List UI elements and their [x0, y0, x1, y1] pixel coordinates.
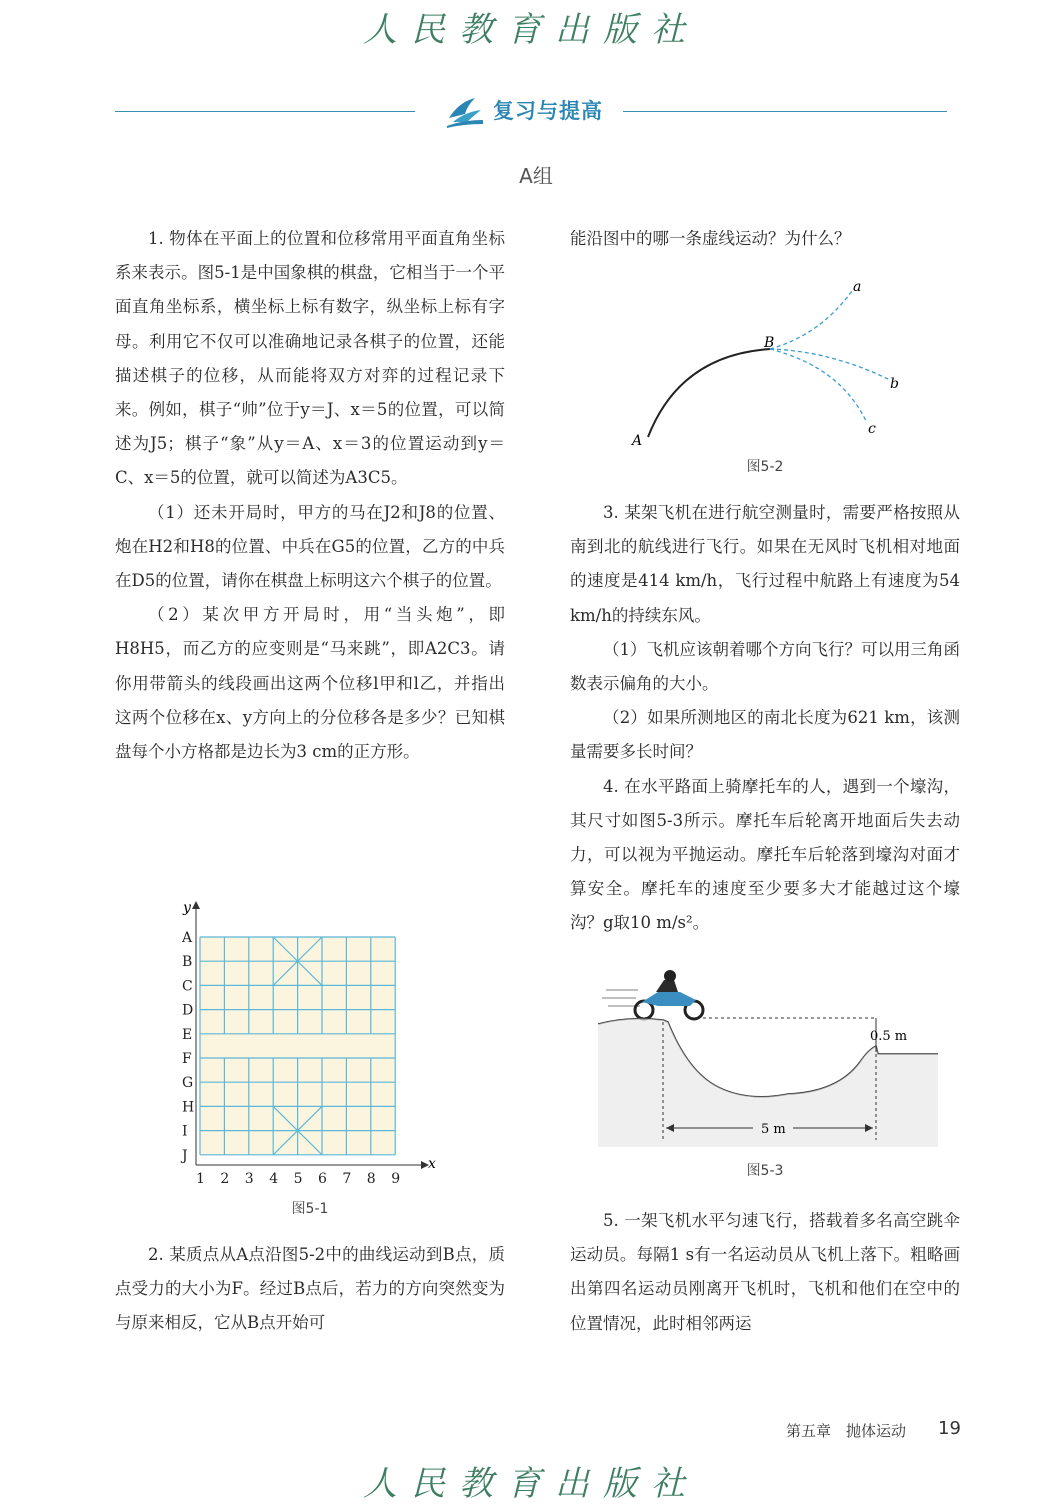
problem-1-text: 1. 物体在平面上的位置和位移常用平面直角坐标系来表示。图5-1是中国象棋的棋盘，它相当于一个平面直角坐标系，横坐标上标有数字，纵坐标上标有字母。利用它不仅可以准确地记录各棋子的位置，还能描述棋子的位移，从而能将双方对弈的过程记录下来。例如，棋子“帅”位于y＝J、x＝5的位置，可以简述为J5；棋子“象”从y＝A、x＝3的位置运动到y＝C、x＝5的位置，就可以简述为A3C5。: [115, 229, 505, 488]
section-title: 复习与提高: [493, 99, 603, 123]
section-header: [115, 92, 947, 132]
problem-3-text: 3. 某架飞机在进行航空测量时，需要严格按照从南到北的航线进行飞行。如果在无风时飞机相对地面的速度是414 km/h，飞行过程中航路上有速度为54 km/h的持续东风。: [570, 503, 960, 625]
row-label: I: [182, 1123, 188, 1140]
chapter-footer: 第五章 抛体运动: [786, 1422, 907, 1440]
path-b-label: b: [890, 376, 899, 392]
right-column-top: [570, 222, 960, 256]
path-a-label: a: [853, 279, 862, 295]
y-axis-label: y: [183, 900, 191, 916]
col-label: 9: [391, 1171, 401, 1185]
figure-5-1-caption: 图5-1: [291, 1201, 329, 1217]
header-rule-left: [115, 111, 415, 112]
figure-5-3-caption: 图5-3: [746, 1163, 784, 1179]
point-B-label: B: [764, 335, 775, 351]
speed-lines: [602, 990, 640, 1006]
col-label: 1: [196, 1171, 205, 1185]
row-label: D: [182, 1002, 194, 1019]
point-A-label: A: [632, 433, 643, 449]
right-column-bottom: [570, 1204, 960, 1341]
row-label: C: [182, 978, 193, 995]
row-labels: [180, 930, 194, 1164]
left-column-bottom: [115, 1238, 505, 1341]
problem-2-text: 2. 某质点从A点沿图5-2中的曲线运动到B点，质点受力的大小为F。经过B点后，若力的方向突然变为与原来相反，它从B点开始可: [115, 1245, 505, 1333]
problem-3-part-1: （1）飞机应该朝着哪个方向飞行？可以用三角函数表示偏角的大小。: [570, 639, 960, 694]
width-label: 5 m: [761, 1122, 786, 1137]
header-rule-right: [623, 111, 947, 112]
right-column-middle: [570, 496, 960, 941]
motorcycle-icon: [635, 970, 703, 1019]
height-label: 0.5 m: [870, 1029, 908, 1044]
x-axis-label: x: [428, 1156, 436, 1172]
row-label: E: [182, 1026, 193, 1043]
problem-2-continued: 能沿图中的哪一条虚线运动？为什么？: [570, 229, 851, 248]
col-labels: [196, 1171, 400, 1185]
problem-4-text: 4. 在水平路面上骑摩托车的人，遇到一个壕沟，其尺寸如图5-3所示。摩托车后轮离开地面后失去动力，可以视为平抛运动。摩托车后轮落到壕沟对面才算安全。摩托车的速度至少要多大才能越过这个壕沟？g取10 m/s²。: [570, 776, 960, 933]
group-title: A组: [519, 164, 553, 188]
publisher-logo-top: 人民教育出版社: [363, 10, 699, 50]
wave-logo-icon: [445, 92, 485, 132]
row-label: H: [182, 1099, 195, 1116]
problem-1-part-2: （2）某次甲方开局时，用“当头炮”，即H8H5，而乙方的应变则是“马来跳”，即A2C3。请你用带箭头的线段画出这两个位移l甲和l乙，并指出这两个位移在x、y方向上的分位移各是多少？已知棋盘每个小方格都是边长为3 cm的正方形。: [115, 605, 505, 762]
col-label: 4: [269, 1171, 279, 1185]
row-label: G: [182, 1075, 194, 1092]
row-label: B: [182, 954, 193, 971]
problem-3-part-2: （2）如果所测地区的南北长度为621 km，该测量需要多长时间？: [570, 708, 960, 762]
row-label: J: [182, 1147, 188, 1164]
publisher-logo-bottom: 人民教育出版社: [363, 1464, 699, 1504]
figure-5-1-chessboard: [170, 895, 450, 1185]
dashed-path-c: [770, 349, 866, 421]
figure-5-3-ditch: [598, 962, 943, 1147]
problem-5-text: 5. 一架飞机水平匀速飞行，搭载着多名高空跳伞运动员。每隔1 s有一名运动员从飞机上落下。粗略画出第四名运动员刚离开飞机时，飞机和他们在空中的位置情况，此时相邻两运: [570, 1211, 960, 1333]
col-label: 2: [220, 1171, 230, 1185]
row-label: F: [182, 1051, 192, 1067]
col-label: 8: [366, 1171, 376, 1185]
col-label: 3: [244, 1171, 254, 1185]
page-number: 19: [938, 1418, 961, 1439]
col-label: 5: [293, 1171, 303, 1185]
dashed-path-a: [770, 291, 852, 349]
figure-5-2-curve: [620, 275, 920, 455]
path-c-label: c: [868, 421, 876, 437]
problem-1-part-1: （1）还未开局时，甲方的马在J2和J8的位置、炮在H2和H8的位置、中兵在G5的位置，乙方的中兵在D5的位置，请你在棋盘上标明这六个棋子的位置。: [115, 502, 505, 591]
solid-trajectory: [648, 349, 770, 437]
row-label: A: [182, 930, 193, 946]
left-column: [115, 222, 505, 769]
figure-5-2-caption: 图5-2: [746, 459, 784, 475]
dashed-path-b: [770, 349, 888, 379]
col-label: 6: [318, 1171, 327, 1185]
col-label: 7: [342, 1171, 352, 1185]
